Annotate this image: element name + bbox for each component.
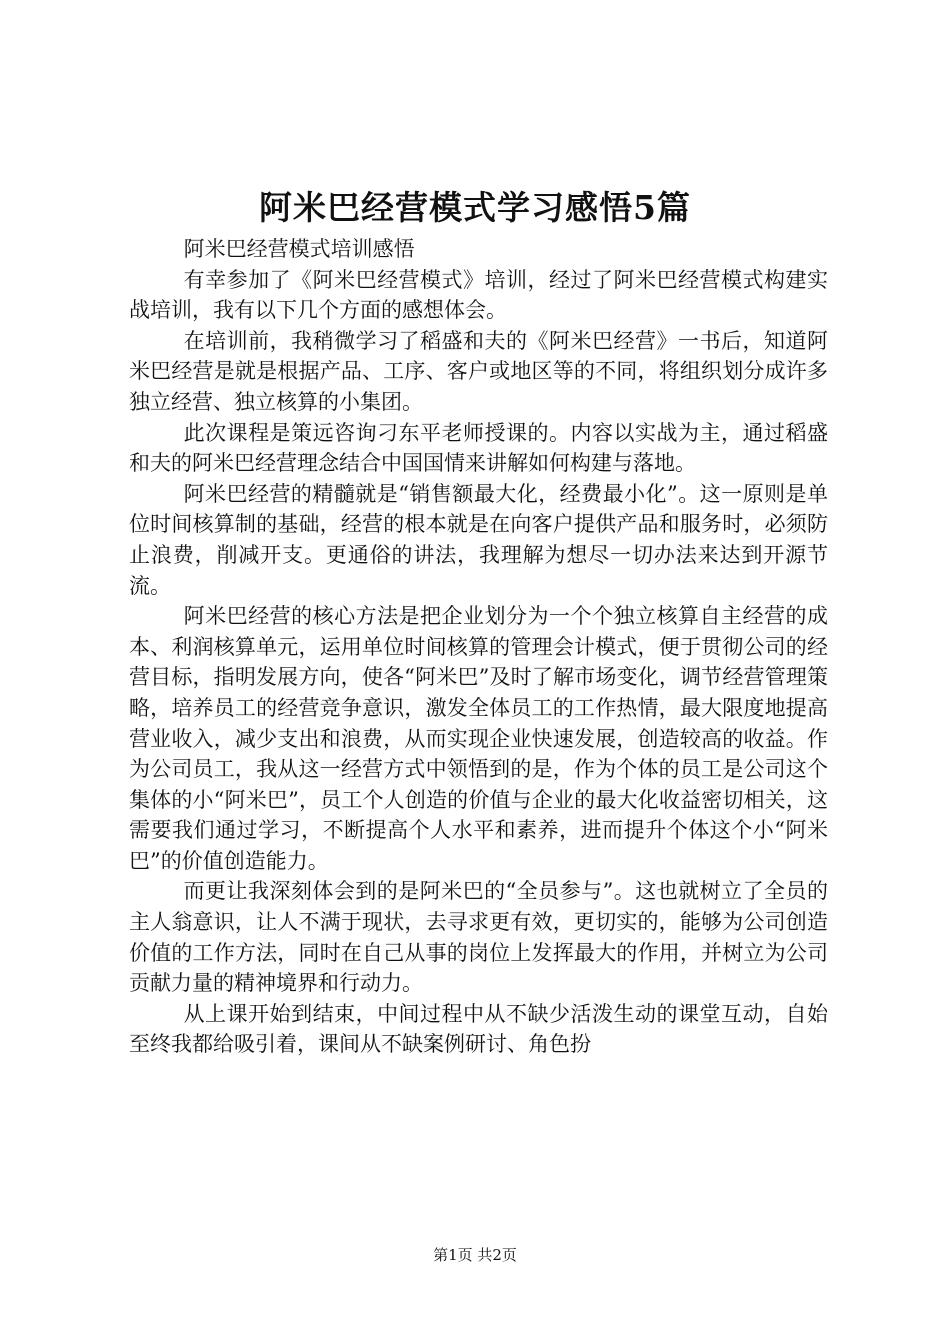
document-title: 阿米巴经营模式学习感悟5篇 (259, 188, 691, 227)
paragraph-subtitle: 阿米巴经营模式培训感悟 (183, 237, 415, 261)
paragraph: 阿米巴经营的精髓就是“销售额最大化，经费最小化”。这一原则是单位时间核算制的基础，经营的根本就是在向客户提供产品和服务时，必须防止浪费，削减开支。更通俗的讲法，我理解为想尽一切办法来达到开源节流。 (129, 481, 828, 598)
paragraph: 有幸参加了《阿米巴经营模式》培训，经过了阿米巴经营模式构建实战培训，我有以下几个方面的感想体会。 (129, 267, 828, 323)
paragraph: 而更让我深刻体会到的是阿米巴的“全员参与”。这也就树立了全员的主人翁意识，让人不满于现状，去寻求更有效，更切实的，能够为公司创造价值的工作方法，同时在自己从事的岗位上发挥最大的作用，并树立为公司贡献力量的精神境界和行动力。 (129, 879, 828, 996)
paragraph: 在培训前，我稍微学习了稻盛和夫的《阿米巴经营》一书后，知道阿米巴经营是就是根据产品、工序、客户或地区等的不同，将组织划分成许多独立经营、独立核算的小集团。 (129, 328, 828, 414)
page-footer: 第1页 共2页 (433, 1246, 517, 1264)
paragraph: 阿米巴经营的核心方法是把企业划分为一个个独立核算自主经营的成本、利润核算单元，运用单位时间核算的管理会计模式，便于贯彻公司的经营目标，指明发展方向，使各“阿米巴”及时了解市场变化，调节经营管理策略，培养员工的经营竞争意识，激发全体员工的工作热情，最大限度地提高营业收入，减少支出和浪费，从而实现企业快速发展，创造较高的收益。作为公司员工，我从这一经营方式中领悟到的是，作为个体的员工是公司这个集体的小“阿米巴”，员工个人创造的价值与企业的最大化收益密切相关，这需要我们通过学习，不断提高个人水平和素养，进而提升个体这个小“阿米巴”的价值创造能力。 (129, 604, 828, 873)
paragraph: 从上课开始到结束，中间过程中从不缺少活泼生动的课堂互动，自始至终我都给吸引着，课间从不缺案例研讨、角色扮 (129, 1001, 828, 1057)
document-body (129, 234, 828, 1060)
paragraph: 此次课程是策远咨询刁东平老师授课的。内容以实战为主，通过稻盛和夫的阿米巴经营理念结合中国国情来讲解如何构建与落地。 (129, 420, 828, 476)
